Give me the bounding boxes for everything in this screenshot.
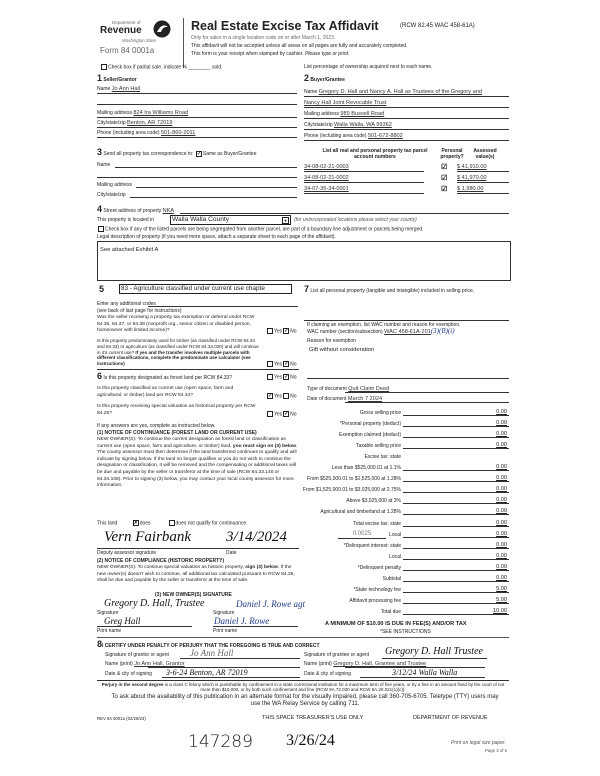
yes-label: Yes (274, 393, 283, 400)
personal-property-checkbox[interactable]: ☑ (441, 164, 448, 171)
q-forest-text (97, 372, 232, 381)
revision-label: REV 84 0001a (02/28/23) (97, 716, 146, 721)
no-checkbox[interactable]: ✓ (284, 361, 289, 367)
seller-phone-field[interactable] (97, 130, 195, 137)
line (180, 213, 509, 214)
line (304, 320, 509, 321)
line (457, 171, 509, 172)
section-number: 3 (97, 147, 103, 157)
fee-label: Above $3,025,000 at 3% (346, 498, 401, 505)
line (304, 118, 509, 119)
divider (97, 637, 509, 638)
line (304, 96, 509, 97)
perjury-notice (97, 682, 509, 693)
text: . If the new owner(s) doesn't wish to continue, all additional tax calculated pursuant to RCW 84.26, shall be due and payable by the seller or transferor at the time of sale. (97, 565, 295, 584)
fee-label: *Delinquent penalty (357, 564, 401, 571)
line (403, 592, 509, 593)
no-label: No (290, 393, 297, 400)
line (382, 658, 487, 659)
label: Name (print) (105, 661, 133, 667)
notice-compliance-text (97, 565, 299, 585)
line (403, 559, 509, 560)
no-checkbox[interactable] (283, 393, 289, 399)
line (136, 187, 297, 188)
fee-value[interactable]: 0.00 (496, 431, 507, 438)
partial-sale-checkbox-row[interactable]: Check box if partial sale, indicate % ________ sold. (100, 64, 223, 70)
line (130, 197, 297, 198)
buyer-address-value: 989 Bussell Road (340, 111, 385, 117)
yes-checkbox[interactable] (267, 361, 273, 367)
line (97, 137, 297, 138)
print-name-label: Print name (97, 628, 122, 634)
line (148, 306, 298, 307)
section-number: 4 (97, 204, 103, 214)
legal-description-value: See attached Exhibit A (100, 247, 159, 253)
fee-label: Taxable selling price (355, 443, 401, 450)
new-owner-signature-2: Daniel J. Rowe agt (236, 599, 305, 609)
department-label: DEPARTMENT OF REVENUE (413, 715, 488, 721)
label: City/state/zip (304, 122, 333, 128)
fee-value[interactable]: 0.00 (496, 541, 507, 548)
no-label: No (290, 361, 297, 368)
street-address-field[interactable] (97, 205, 174, 215)
line (304, 193, 424, 194)
line (403, 537, 509, 538)
line (403, 581, 509, 582)
line (403, 470, 509, 471)
assessed-value[interactable]: $ 41,910.00 (457, 164, 487, 170)
fee-label: Local (389, 553, 401, 560)
yes-checkbox[interactable] (267, 328, 273, 334)
q-forest-answer[interactable] (266, 374, 297, 380)
buyer-name-value-2: Nancy Hall Joint Revocable Trust (304, 100, 387, 106)
personal-property-checkbox[interactable]: ☑ (441, 186, 448, 193)
fee-label: From $525,000.01 to $1,525,000 at 1.28% (307, 476, 401, 483)
no-checkbox[interactable]: ✓ (284, 411, 289, 417)
grantee-signature-label: Signature of grantee or agent (304, 652, 370, 658)
fee-label: *Delinquent interest: state (343, 542, 401, 549)
buyer-name-field[interactable] (304, 89, 482, 96)
personal-property-label (304, 285, 509, 294)
q-current-use-text: Is this property classified as current use (open space, farm and agricultural, or timber) land per RCW 84.34? (97, 386, 234, 398)
page-title: Real Estate Excise Tax Affidavit (191, 19, 379, 33)
line (360, 677, 485, 678)
fee-value[interactable]: 0.00 (496, 530, 507, 537)
label: Phone (including area code) (97, 130, 160, 136)
legal-description-box[interactable] (97, 241, 511, 281)
dept-label: Department of (112, 20, 141, 25)
wac-number-field[interactable] (307, 328, 455, 336)
certify-title-text: I CERTIFY UNDER PENALTY OF PERJURY THAT THE FOREGOING IS TRUE AND CORRECT (102, 643, 320, 649)
line (97, 93, 297, 94)
form-number: Form 84 0001a (100, 46, 155, 55)
fee-value[interactable]: 0.00 (496, 442, 507, 449)
assessed-value[interactable]: $ 1,980.00 (457, 186, 484, 192)
notice-continuance-text (97, 437, 299, 490)
q-exemption-answer[interactable] (266, 328, 297, 334)
seller-phone-value: 501-860-2011 (160, 130, 196, 136)
line (403, 492, 509, 493)
receipt-note: This form is your receipt when stamped by cashier. (191, 51, 304, 57)
partial-sale-suffix: sold. (211, 64, 223, 71)
seller-city-field[interactable] (97, 120, 172, 127)
yes-checkbox[interactable] (267, 411, 273, 417)
seller-heading-label: Seller/Grantor (103, 77, 137, 83)
section-number: 5 (99, 284, 105, 294)
additional-codes-note: (see back of last page for instructions) (97, 308, 182, 314)
fee-value[interactable]: 10.00 (493, 607, 507, 614)
yes-label: Yes (274, 328, 283, 335)
does-label: does (139, 520, 151, 527)
header-line1: Only for sales in a single location code on or after March 1, 2023. (191, 35, 336, 41)
continuance-label: continuance. (219, 520, 248, 527)
seller-city-value: Benton, AR 72019 (127, 120, 173, 126)
line (97, 369, 299, 370)
assessor-date: 3/14/2024 (226, 529, 287, 545)
fee-value[interactable]: 0.00 (496, 486, 507, 493)
reason-value[interactable]: Gift without consideration (309, 347, 375, 353)
deputy-assessor-label: Deputy assessor signature (97, 550, 157, 556)
q-exemption-text: Was the seller receiving a property tax exemption or deferral under RCW 84.36, 84.37, or 84.38 (nonprofit org., senior citizen or disabled person, homeowner with limited income)? (97, 315, 255, 334)
line (97, 127, 297, 128)
fee-value[interactable]: 0.00 (496, 464, 507, 471)
document-date-value: March 7 2024 (347, 396, 383, 402)
label: Type of document (307, 386, 347, 392)
land-use-code-select[interactable] (119, 284, 292, 294)
seller-name-field[interactable] (97, 86, 140, 93)
notice-compliance-title: (2) NOTICE OF COMPLIANCE (HISTORIC PROPERTY) (97, 558, 225, 564)
signature-label: Signature (213, 610, 235, 616)
line (403, 448, 509, 449)
fee-label: Subtotal (382, 575, 401, 582)
correspondence-name-field[interactable] (97, 162, 110, 168)
correspondence-address-field[interactable] (97, 182, 132, 188)
grantor-signature: Jo Ann Hall (190, 648, 234, 658)
print-name-label: Print name (213, 628, 238, 634)
same-as-buyer-label: Same as Buyer/Grantee (202, 151, 257, 157)
no-checkbox[interactable]: ✓ (284, 328, 289, 334)
receipt-number-handwritten: 147289 (188, 732, 253, 752)
new-owner-print-1: Greg Hall (104, 616, 141, 626)
street-address-value: NKA (162, 208, 175, 214)
text-bold: sign (3) below (245, 565, 278, 570)
line (403, 437, 509, 438)
wac-subsection-handwritten: (3)(B)(i) (430, 327, 455, 335)
legal-paper-note: Print on legal size paper. (451, 740, 506, 746)
parcel-header-value: Assessed value(s) (473, 148, 497, 160)
fee-label: Local (389, 531, 401, 538)
line (403, 526, 509, 527)
segregated-label: Check box if any of the listed parcels are being segregated from another parcel, are part of a boundary line adjustment or parcels being merged. (105, 226, 424, 233)
segregated-checkbox[interactable] (98, 226, 104, 232)
q-historic-text: Is this property receiving special valuation as historical property per RCW 84.26? (97, 404, 256, 416)
text: . The county assessor must then determine if the land transferred continues to qualify and will indicate by signing below. If the land no longer qualifies or you do not wish to continue the designation or classification, it will be removed and the compensating or additional taxes will be due and payable by the seller or transferor at the time of sale (RCW 84.33.140 or 84.34.108). Prior to signing (3) below, you may contact your local county assessor for more information. (97, 443, 298, 489)
does-not-label: does not qualify for (175, 520, 218, 527)
text: NEW OWNER(S): To continue the current designation as forest land or classification as current use (open space, farm and agriculture, or timber) land, (97, 437, 286, 449)
buyer-city-field[interactable] (304, 122, 392, 129)
line (115, 167, 297, 168)
minimum-due-note: A MINIMUM OF $10.00 IS DUE IN FEE(S) AND/OR TAX (325, 621, 467, 627)
line (307, 378, 509, 379)
seller-heading (97, 74, 137, 83)
yes-label: Yes (274, 374, 283, 381)
line (403, 603, 509, 604)
fee-value[interactable]: 0.00 (496, 574, 507, 581)
line (97, 548, 299, 549)
local-rate-value[interactable]: 0.0025 (338, 531, 386, 539)
perjury-text: is a class C felony which is punishable by confinement in a state correctional institution for a maximum term of five years, or by a fine in an amount fixed by the court of not more than $10,000, or by both such confinement and fine (RCW 9A.72.030 and RCW 9A.20.021(1)(c)). (163, 682, 505, 693)
fee-label: Total due (380, 608, 401, 615)
line (403, 481, 509, 482)
assessor-signature: Vern Fairbank (104, 529, 192, 545)
q-timber-text (97, 338, 262, 367)
date-label: Date (226, 550, 237, 556)
fee-label: Affidavit processing fee (349, 597, 401, 604)
buyer-heading (304, 74, 345, 83)
yes-checkbox[interactable] (267, 374, 273, 380)
wac-number-value: WAC 458-61A-201 (384, 329, 431, 335)
exemption-note: If claiming an exemption, list WAC number and reason for exemption. (307, 322, 461, 328)
correspondence-city-field[interactable] (97, 192, 126, 198)
line (345, 402, 509, 403)
does-checkbox[interactable]: ✗ (133, 520, 138, 526)
text-bold: you must sign on (3) below (232, 443, 296, 449)
rcw-reference: (RCW 82.45 WAC 458-61A) (400, 23, 475, 29)
yes-checkbox[interactable]: ✓ (268, 393, 273, 399)
fee-value[interactable]: 0.00 (496, 497, 507, 504)
buyer-heading-label: Buyer/Grantee (310, 77, 345, 83)
q-historic-answer[interactable] (266, 411, 297, 417)
no-label: No (290, 374, 297, 381)
document-type-value: Quit Claim Deed (348, 386, 390, 392)
buyer-address-field[interactable] (304, 111, 384, 118)
line (162, 677, 300, 678)
section-number: 2 (304, 73, 310, 83)
ownership-note: List percentage of ownership acquired next to each name. (304, 64, 433, 70)
label: Mailing address (97, 182, 133, 188)
county-select[interactable] (170, 215, 291, 225)
personal-property-checkbox[interactable]: ☑ (441, 175, 448, 182)
parcel-number[interactable]: 34-08-02-21-0002 (304, 175, 349, 181)
grantor-signature-label: Signature of grantor or agent (105, 652, 169, 658)
located-in-label: This property is located in (97, 217, 154, 223)
fee-label: Excise tax: state (364, 454, 401, 461)
fee-label: Total excise tax: state (353, 520, 401, 527)
label: Name (304, 89, 318, 95)
line (403, 426, 509, 427)
line (403, 548, 509, 549)
line (304, 129, 509, 130)
page-number: Page 3 of 6 (485, 748, 507, 753)
see-instructions-note: *SEE INSTRUCTIONS (380, 629, 431, 635)
seller-address-field[interactable] (97, 110, 188, 117)
label: This land (97, 520, 118, 527)
no-label: No (290, 411, 297, 418)
grantee-date-city: 3/12/24 Walla Walla (392, 668, 458, 677)
line (457, 193, 509, 194)
county-select-value: Walla Walla County (172, 216, 230, 223)
yes-label: Yes (274, 411, 283, 418)
no-checkbox[interactable]: ✓ (284, 374, 289, 380)
label: Phone (including area code) (304, 133, 367, 139)
instructions-note: If any answers are yes, complete as instructed below. (97, 423, 216, 429)
buyer-phone-value: 501-672-8802 (367, 133, 403, 139)
line (403, 570, 509, 571)
land-qualify-row (97, 520, 248, 526)
line (97, 117, 297, 118)
q-current-use-answer[interactable] (266, 393, 297, 399)
q-timber-answer[interactable] (266, 361, 297, 367)
perjury-bold: Perjury in the second degree (101, 682, 164, 687)
parcel-number[interactable]: 34-07-35-34-0001 (304, 186, 349, 192)
line (180, 658, 300, 659)
fee-value[interactable]: 0.00 (496, 475, 507, 482)
grantee-date-label: Date & city of signing (304, 671, 351, 677)
legal-description-label: Legal description of property (if you need more space, attach a separate sheet to each page of the affidavit). (97, 234, 336, 240)
revenue-logo-icon (153, 19, 171, 39)
partial-sale-checkbox[interactable] (101, 64, 107, 70)
label: List all personal property (tangible and intangible) included in selling price. (310, 288, 475, 294)
divider (97, 680, 509, 681)
header-line2: This affidavit will not be accepted unless all areas on all pages are fully and accurately completed. (191, 43, 408, 49)
label: Enter any additional codes (97, 301, 156, 307)
segregated-checkbox-row[interactable] (97, 226, 424, 232)
type-or-print-note: Please type or print. (304, 51, 350, 57)
partial-sale-label: Check box if partial sale, indicate % (108, 64, 187, 71)
line (213, 626, 298, 627)
section-number: 8 (97, 639, 103, 649)
header-divider (183, 18, 184, 68)
line (97, 104, 297, 105)
does-not-checkbox[interactable] (169, 520, 175, 526)
fee-label: Less than $525,000.01 at 1.1% (331, 465, 401, 472)
no-label: No (290, 328, 297, 335)
q-timber-bold: If yes and the transfer involves multiple parcels with different classifications, complete the predominate use calculator (see instructions) (97, 349, 251, 367)
name-label: Name (97, 86, 111, 92)
fee-label: Exemption claimed (deduct) (339, 432, 401, 439)
notice-continuance-title: (1) NOTICE OF CONTINUANCE (FOREST LAND OR CURRENT USE) (97, 430, 257, 436)
revenue-logo-text: Revenue (100, 25, 142, 36)
new-owner-print-2: Daniel J. Rowe (214, 616, 270, 626)
section-number: 6 (97, 371, 103, 381)
buyer-name-value: Gregory D. Hall and Nancy A. Hall as Trustees of the Gregory and (318, 89, 482, 95)
fee-value[interactable]: 0.00 (496, 409, 507, 415)
buyer-city-value: Walla Walla, WA 99362 (334, 122, 392, 128)
buyer-phone-field[interactable] (304, 133, 403, 140)
grantee-signature: Gregory D. Hall Trustee (385, 646, 483, 657)
fee-label: *Personal property (deduct) (339, 421, 401, 428)
q-forest-question: Is this property designated as forest land per RCW 84.33? (103, 375, 233, 381)
fee-value[interactable]: 0.00 (496, 519, 507, 526)
fee-value[interactable]: 5.00 (496, 596, 507, 603)
buyer-name-field-2[interactable] (304, 100, 386, 107)
label: Street address of property (103, 208, 162, 214)
fee-label: From $1,525,000.01 to $3,025,000 at 2.75% (302, 487, 401, 494)
fee-value[interactable]: 5.00 (496, 585, 507, 592)
fee-value[interactable]: 0.00 (496, 420, 507, 427)
signature-label: Signature (97, 610, 119, 616)
fee-value[interactable]: 0.00 (496, 508, 507, 515)
line (403, 514, 509, 515)
q-timber-question: Is this property predominately used for timber (as classified under RCW 84.34 and 84.33) or agriculture (as classified under RCW 84.34.020) and will continue in it's current use? (97, 338, 259, 355)
fee-value[interactable]: 0.00 (496, 563, 507, 570)
parcel-header-numbers: List all real and personal property tax parcel account numbers (322, 148, 428, 160)
line (304, 140, 509, 141)
text: NEW OWNER(S): To continue special valuation as historic property, (97, 565, 244, 570)
section-number: 7 (304, 284, 310, 294)
label: City/state/zip (97, 192, 126, 198)
line (97, 177, 297, 178)
same-as-buyer-checkbox[interactable]: ✓ (196, 150, 202, 157)
parcel-row (304, 175, 509, 184)
seller-name-value: Jo Ann Hall (111, 86, 141, 92)
receipt-date-handwritten: 3/26/24 (286, 732, 335, 749)
label: WAC number (section/subsection) (307, 329, 383, 335)
label: Name (print) (304, 661, 332, 667)
label: Mailing address (97, 110, 133, 116)
line (304, 171, 424, 172)
treasurer-label: THIS SPACE TREASURER'S USE ONLY (262, 715, 364, 721)
grantee-name-value: Gregory D. Hall, Grantee and Trustee (333, 661, 427, 667)
yes-label: Yes (274, 361, 283, 368)
correspondence-label: Send all property tax correspondence to: (103, 151, 194, 157)
label: Date of document (307, 396, 347, 402)
fee-label: *State technology fee (353, 586, 401, 593)
parcel-header-personal: Personal property? (440, 148, 464, 160)
line (403, 503, 509, 504)
line (97, 626, 192, 627)
chevron-down-icon[interactable]: ▼ (283, 218, 288, 223)
grantor-name-value: Jo Ann Hall, Grantor (134, 661, 185, 667)
new-owner-signature-1: Gregory D. Hall, Trustee (104, 598, 205, 609)
header-line3 (191, 51, 349, 57)
fee-value[interactable]: 0.00 (496, 552, 507, 559)
fee-label: Agricultural and timberland at 1.28% (320, 509, 401, 516)
grantor-date-label: Date & city of signing (105, 671, 152, 677)
land-use-code-value: 83 - Agriculture classified under current use chapte (121, 285, 265, 292)
fee-label: Gross selling price (359, 410, 401, 416)
parcel-row (304, 164, 509, 173)
correspondence-row (97, 148, 257, 157)
reason-label: Reason for exemption (307, 338, 356, 344)
line (403, 415, 509, 416)
line (304, 182, 424, 183)
label: City/state/zip (97, 120, 126, 126)
line (304, 107, 509, 108)
accessibility-note: To ask about the availability of this publication in an alternate format for the visually impaired, please call 360-705-6705. Teletype (TTY) users may use the WA Relay Service by calling 711. (111, 694, 499, 707)
section-number: 1 (97, 73, 103, 83)
parcel-row (304, 186, 509, 195)
county-note: (for unincorporated locations please select your county) (294, 217, 417, 223)
label: Mailing address (304, 111, 340, 117)
line (345, 392, 509, 393)
new-owner-signature-title: (3) NEW OWNER(S) SIGNATURE (155, 592, 232, 598)
label: Name (97, 162, 111, 168)
line (457, 182, 509, 183)
assessed-value[interactable]: $ 41,970.00 (457, 175, 487, 181)
state-label: Washington State (122, 38, 156, 43)
seller-address-value: 824 Ira Williams Road (133, 110, 189, 116)
grantor-date-city: 3-6-24 Benton, AR 72019 (166, 668, 248, 677)
parcel-number[interactable]: 34-08-02-21-0003 (304, 164, 349, 170)
